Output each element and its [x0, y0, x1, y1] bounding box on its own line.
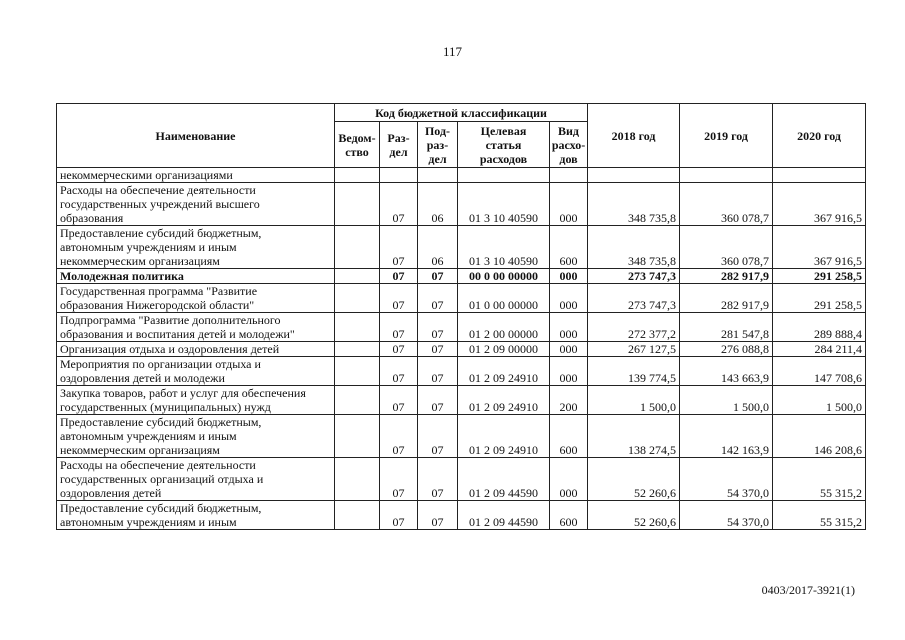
cell-celevaya-statya: 01 2 00 00000: [458, 313, 550, 342]
cell-2018: 272 377,2: [588, 313, 680, 342]
cell-vid-rashodov: 200: [550, 386, 588, 415]
cell-razdel: [380, 168, 418, 183]
cell-podrazdel: [418, 168, 458, 183]
cell-vedomstvo: [335, 183, 380, 226]
table-row: [57, 458, 866, 501]
cell-name: Предоставление субсидий бюджетным, автономным учреждениям и иным некоммерческим организациям: [57, 226, 335, 269]
cell-razdel: 07: [380, 386, 418, 415]
cell-podrazdel: 07: [418, 501, 458, 530]
cell-2020: 291 258,5: [773, 284, 866, 313]
cell-2018: 348 735,8: [588, 226, 680, 269]
header-celevaya-statya: Целевая статья расходов: [458, 122, 550, 168]
cell-celevaya-statya: 01 2 09 24910: [458, 357, 550, 386]
cell-2018: 138 274,5: [588, 415, 680, 458]
cell-vid-rashodov: 600: [550, 501, 588, 530]
cell-name: Закупка товаров, работ и услуг для обеспечения государственных (муниципальных) нужд: [57, 386, 335, 415]
cell-2020: 367 916,5: [773, 226, 866, 269]
table-row: [57, 183, 866, 226]
table-row: [57, 226, 866, 269]
table-row: [57, 501, 866, 530]
table-row: [57, 284, 866, 313]
cell-name: Государственная программа "Развитие образования Нижегородской области": [57, 284, 335, 313]
cell-2018: 348 735,8: [588, 183, 680, 226]
cell-vedomstvo: [335, 226, 380, 269]
cell-2020: 1 500,0: [773, 386, 866, 415]
document-code: 0403/2017-3921(1): [761, 583, 855, 597]
cell-podrazdel: 07: [418, 284, 458, 313]
cell-name: Молодежная политика: [57, 269, 335, 284]
cell-2018: 52 260,6: [588, 458, 680, 501]
header-name: Наименование: [57, 104, 335, 168]
cell-razdel: 07: [380, 269, 418, 284]
cell-2020: 284 211,4: [773, 342, 866, 357]
cell-vedomstvo: [335, 357, 380, 386]
cell-name: Подпрограмма "Развитие дополнительного образования и воспитания детей и молодежи": [57, 313, 335, 342]
cell-podrazdel: 07: [418, 415, 458, 458]
cell-celevaya-statya: 01 2 09 00000: [458, 342, 550, 357]
cell-name: Расходы на обеспечение деятельности государственных организаций отдыха и оздоровления детей: [57, 458, 335, 501]
cell-vedomstvo: [335, 284, 380, 313]
header-vedomstvo: Ведом- ство: [335, 122, 380, 168]
cell-2019: 276 088,8: [680, 342, 773, 357]
cell-2019: 282 917,9: [680, 269, 773, 284]
cell-celevaya-statya: 00 0 00 00000: [458, 269, 550, 284]
cell-razdel: 07: [380, 313, 418, 342]
cell-podrazdel: 07: [418, 458, 458, 501]
cell-celevaya-statya: 01 2 09 24910: [458, 386, 550, 415]
cell-vid-rashodov: 000: [550, 284, 588, 313]
cell-2020: 55 315,2: [773, 458, 866, 501]
cell-vedomstvo: [335, 501, 380, 530]
cell-podrazdel: 06: [418, 183, 458, 226]
cell-razdel: 07: [380, 357, 418, 386]
cell-2020: 147 708,6: [773, 357, 866, 386]
table-row: [57, 357, 866, 386]
header-2020: 2020 год: [773, 104, 866, 168]
cell-podrazdel: 07: [418, 269, 458, 284]
header-podrazdel: Под- раз- дел: [418, 122, 458, 168]
cell-vid-rashodov: [550, 168, 588, 183]
budget-table: [56, 103, 866, 530]
cell-2018: 1 500,0: [588, 386, 680, 415]
cell-vid-rashodov: 000: [550, 269, 588, 284]
cell-name: Организация отдыха и оздоровления детей: [57, 342, 335, 357]
cell-vedomstvo: [335, 458, 380, 501]
cell-2019: 143 663,9: [680, 357, 773, 386]
cell-2018: 273 747,3: [588, 284, 680, 313]
cell-podrazdel: 07: [418, 313, 458, 342]
cell-2020: [773, 168, 866, 183]
cell-vedomstvo: [335, 313, 380, 342]
table-row: [57, 415, 866, 458]
cell-celevaya-statya: 01 2 09 44590: [458, 501, 550, 530]
cell-2019: 282 917,9: [680, 284, 773, 313]
cell-vid-rashodov: 000: [550, 357, 588, 386]
cell-razdel: 07: [380, 183, 418, 226]
table-row: [57, 342, 866, 357]
page-number: 117: [442, 44, 463, 59]
cell-vid-rashodov: 600: [550, 226, 588, 269]
cell-celevaya-statya: 01 3 10 40590: [458, 226, 550, 269]
header-code-group: Код бюджетной классификации: [335, 104, 588, 122]
table-row: [57, 269, 866, 284]
cell-name: Предоставление субсидий бюджетным, автономным учреждениям и иным некоммерческим организациям: [57, 415, 335, 458]
cell-podrazdel: 06: [418, 226, 458, 269]
cell-celevaya-statya: 01 2 09 44590: [458, 458, 550, 501]
cell-2020: 289 888,4: [773, 313, 866, 342]
cell-2020: 55 315,2: [773, 501, 866, 530]
cell-razdel: 07: [380, 284, 418, 313]
cell-2018: [588, 168, 680, 183]
cell-2019: 1 500,0: [680, 386, 773, 415]
cell-2019: 54 370,0: [680, 458, 773, 501]
cell-vid-rashodov: 000: [550, 458, 588, 501]
cell-vedomstvo: [335, 269, 380, 284]
cell-vedomstvo: [335, 415, 380, 458]
cell-2019: 360 078,7: [680, 226, 773, 269]
table-row: [57, 168, 866, 183]
cell-podrazdel: 07: [418, 342, 458, 357]
cell-razdel: 07: [380, 226, 418, 269]
cell-2020: 146 208,6: [773, 415, 866, 458]
cell-vid-rashodov: 000: [550, 183, 588, 226]
cell-razdel: 07: [380, 342, 418, 357]
table-body: [57, 168, 866, 530]
header-2019: 2019 год: [680, 104, 773, 168]
cell-2018: 52 260,6: [588, 501, 680, 530]
cell-podrazdel: 07: [418, 357, 458, 386]
cell-celevaya-statya: 01 0 00 00000: [458, 284, 550, 313]
cell-name: Расходы на обеспечение деятельности государственных учреждений высшего образования: [57, 183, 335, 226]
cell-name: некоммерческими организациями: [57, 168, 335, 183]
cell-name: Мероприятия по организации отдыха и оздоровления детей и молодежи: [57, 357, 335, 386]
cell-celevaya-statya: 01 2 09 24910: [458, 415, 550, 458]
cell-2019: 142 163,9: [680, 415, 773, 458]
cell-2019: 54 370,0: [680, 501, 773, 530]
cell-name: Предоставление субсидий бюджетным, автономным учреждениям и иным: [57, 501, 335, 530]
cell-razdel: 07: [380, 501, 418, 530]
header-razdel: Раз- дел: [380, 122, 418, 168]
cell-podrazdel: 07: [418, 386, 458, 415]
cell-celevaya-statya: 01 3 10 40590: [458, 183, 550, 226]
cell-2018: 267 127,5: [588, 342, 680, 357]
cell-celevaya-statya: [458, 168, 550, 183]
cell-2019: [680, 168, 773, 183]
cell-2020: 291 258,5: [773, 269, 866, 284]
cell-vedomstvo: [335, 168, 380, 183]
cell-2020: 367 916,5: [773, 183, 866, 226]
cell-2019: 360 078,7: [680, 183, 773, 226]
header-vid-rashodov: Вид расхо- дов: [550, 122, 588, 168]
cell-vid-rashodov: 000: [550, 313, 588, 342]
cell-vedomstvo: [335, 386, 380, 415]
cell-vid-rashodov: 000: [550, 342, 588, 357]
cell-razdel: 07: [380, 415, 418, 458]
header-2018: 2018 год: [588, 104, 680, 168]
cell-razdel: 07: [380, 458, 418, 501]
table-row: [57, 313, 866, 342]
cell-2018: 273 747,3: [588, 269, 680, 284]
cell-vedomstvo: [335, 342, 380, 357]
cell-2018: 139 774,5: [588, 357, 680, 386]
cell-vid-rashodov: 600: [550, 415, 588, 458]
table-row: [57, 386, 866, 415]
cell-2019: 281 547,8: [680, 313, 773, 342]
